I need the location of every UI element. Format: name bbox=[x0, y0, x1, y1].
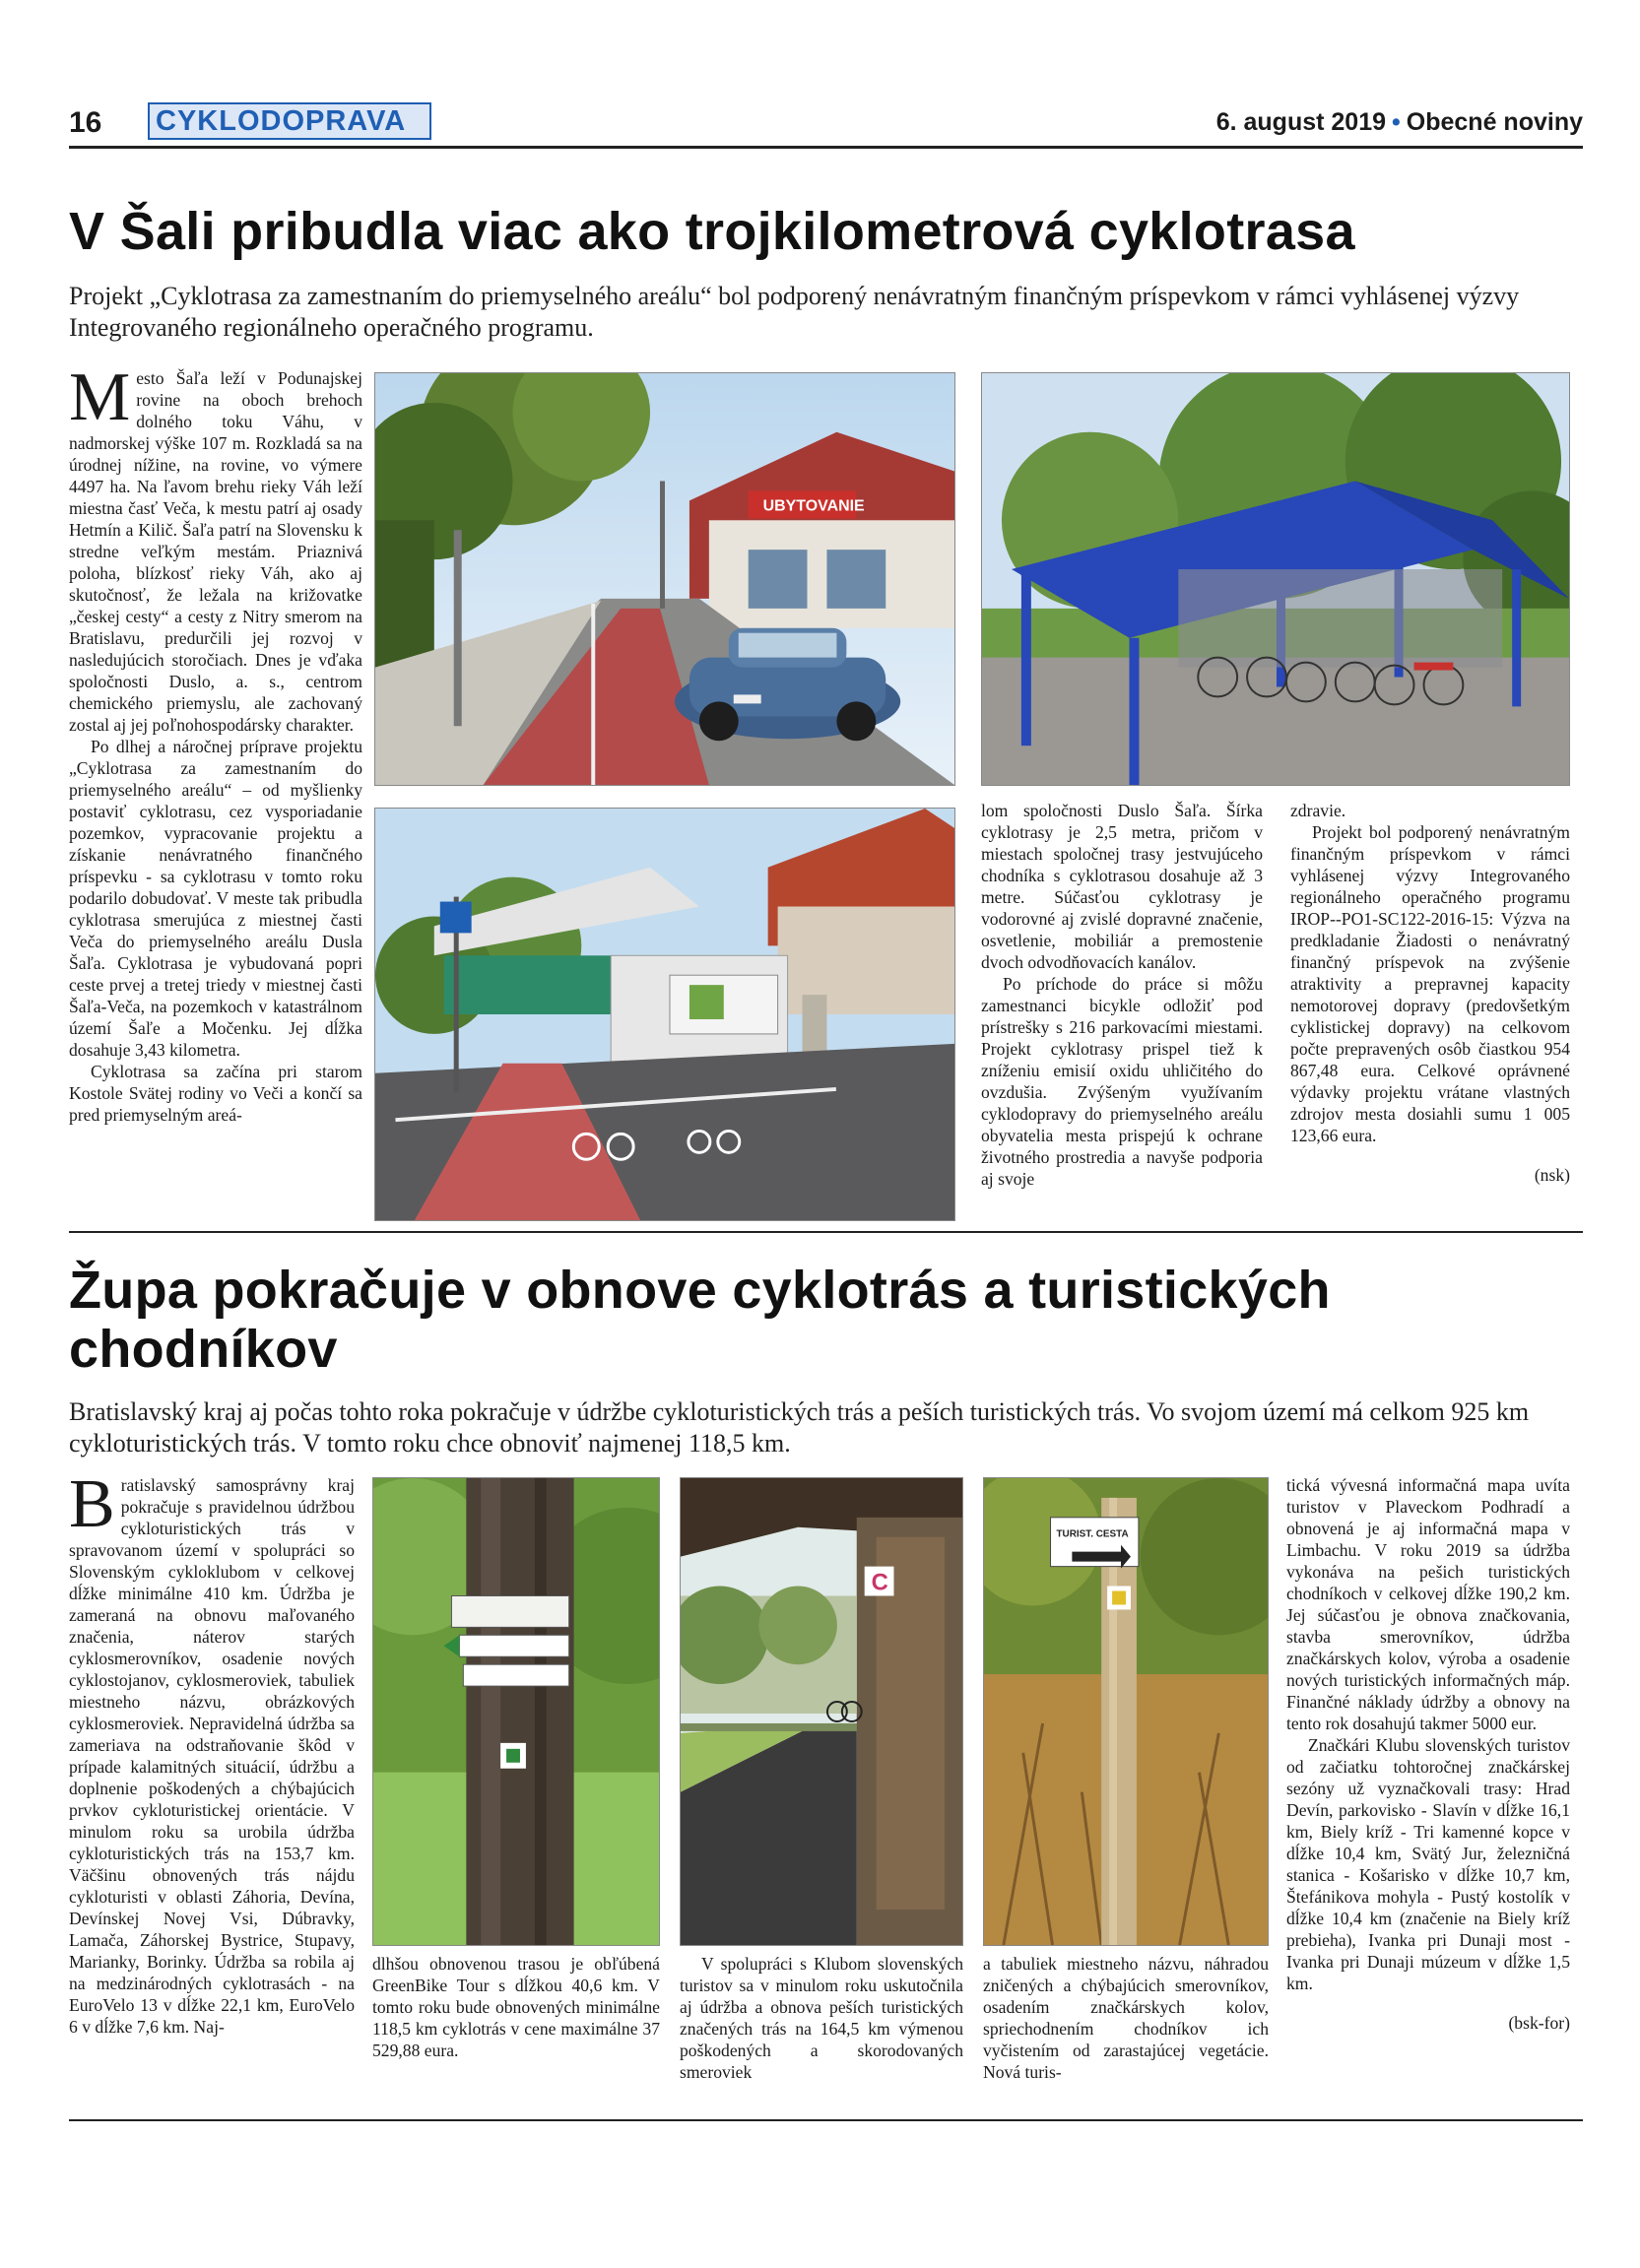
article1-signature: (nsk) bbox=[1534, 1165, 1570, 1185]
article1-paragraph: Mesto Šaľa leží v Podunajskej rovine na oboch brehoch dolného toku Váhu, v nadmorskej výške 107 m. Rozkladá sa na úrodnej nížine, na rovine, vo výmere 4497 ha. Na ľavom brehu rieky Váh leží miestna časť Veča, k mestu patrí aj osady Hetmín a Kilič. Šaľa patrí na Slovensku k stredne veľkým mestám. Priaznivá poloha, blízkosť rieky Váh, ako aj skutočnosť, že ležala na križovatke „českej cesty“ a cesty z Nitry smerom na Bratislavu, predurčili jej rozvoj v nasledujúcich storočiach. Dnes je vďaka spoločnosti Duslo, a. s., centrom chemického priemyslu, ale zachovaný zostal aj jej poľnohospodársky charakter. bbox=[69, 359, 362, 735]
article2-headline-line1: Župa pokračuje v obnove cyklotrás a turistických bbox=[69, 1261, 1331, 1320]
article1-paragraph: Cyklotrasa sa začína pri starom Kostole Svätej rodiny vo Veči a končí sa pred priemyselným areá- bbox=[69, 1062, 362, 1125]
article1-column-4 bbox=[1290, 800, 1570, 1186]
article2-dropcap: B bbox=[69, 1466, 115, 1542]
article1-paragraph: Po príchode do práce si môžu zamestnanci bicykle odložiť pod prístrešky s 216 parkovacími miestami. Projekt cyklotrasy prispel tiež k zníženiu emisií oxidu uhličitého do ovzdušia. Zvýšeným využívaním cyklodopravy do priemyselného areálu obyvatelia mesta prispejú k ochrane životného prostredia a navyše podporia aj svoje bbox=[981, 974, 1263, 1189]
article1-headline: V Šali pribudla viac ako trojkilometrová cyklotrasa bbox=[69, 202, 1355, 261]
photo-sign-text: UBYTOVANIE bbox=[762, 497, 865, 515]
section-label: CYKLODOPRAVA bbox=[148, 102, 431, 140]
article2-paragraph: a tabuliek miestneho názvu, náhradou zničených a chýbajúcich smerovníkov, osadením značkárskych kolov, spriechodnením chodníkov ich vyčistením od zarastajúcej vegetácie. Nová turis- bbox=[983, 1954, 1269, 2082]
article-divider bbox=[69, 1231, 1583, 1233]
article2-column-3 bbox=[680, 1953, 963, 2083]
article2-paragraph: V spolupráci s Klubom slovenských turistov sa v minulom roku uskutočnila aj údržba a obnova peších turistických značených trás na 164,5 km výmenou poškodených a skorodovaných smeroviek bbox=[680, 1954, 963, 2082]
article2-lead: Bratislavský kraj aj počas tohto roka pokračuje v údržbe cykloturistických trás a peších turistických trás. Vo svojom území má celkom 925 km cykloturistických trás. V tomto roku chce obnoviť najmenej 118,5 km. bbox=[69, 1397, 1530, 1458]
photo-tree-trail-signs bbox=[372, 1477, 660, 1946]
article2-column-5 bbox=[1286, 1474, 1570, 2034]
publication-name: Obecné noviny bbox=[1406, 108, 1583, 136]
article2-paragraph: tická vývesná informačná mapa uvíta turistov v Plaveckom Podhradí a obnovená je aj informačná mapa v Limbachu. V roku 2019 sa údržba vykonáva na pešich turistických chodníkoch v celkovej dĺžke 190,2 km. Jej súčasťou je obnova značkovania, stavba smerovníkov, údržba značkárskych kolov, výroba a osadenie nových turistických informačných máp. Finančné náklady údržby a obnovy na tento rok dosahujú takmer 5000 eur. bbox=[1286, 1475, 1570, 1733]
article2-paragraph: dlhšou obnovenou trasou je obľúbená GreenBike Tour s dĺžkou 40,6 km. V tomto roku bude obnovených minimálne 118,5 km cyklotrás v cene maximálne 37 529,88 eura. bbox=[372, 1954, 660, 2060]
article1-column-1 bbox=[69, 359, 362, 1126]
article2-headline-line2: chodníkov bbox=[69, 1320, 338, 1379]
article2-signature: (bsk-for) bbox=[1508, 2013, 1570, 2033]
article1-paragraph: Projekt bol podporený nenávratným finančným príspevkom v rámci vyhlásenej výzvy Integrovaného regionálneho operačného programu IROP--PO1-SC122-2016-15: Výzva na predkladanie Žiadosti o nenávratný finančný príspevok na zvýšenie atraktivity a prepravnej kapacity nemotorovej dopravy (predovšetkým cyklistickej dopravy) na celkovom počte prepravených osôb čiastkou 954 867,48 eura. Celkové oprávnené výdavky projektu vrátane vlastných zdrojov mesta dosiahli sumu 1 005 123,66 eura. bbox=[1290, 822, 1570, 1145]
photo-trail-shelter bbox=[680, 1477, 963, 1946]
article2-paragraph: Značkári Klubu slovenských turistov od začiatku tohtoročnej značkárskej sezóny už vyznačkovali trasy: Hrad Devín, parkovisko - Slavín v dĺžke 16,1 km, Biely kríž - Tri kamenné kopce v dĺžke 10,4 km, Svätý Jur, železničná stanica - Košarisko v dĺžke 10,7 km, Štefánikova mohyla - Pustý kostolík v dĺžke 10,4 km (značenie na Biely kríž prebieha), Ivanka pri Dunaji most - Ivanka pri Dunaji múzeum v dĺžke 1,5 km. bbox=[1286, 1735, 1570, 1993]
article2-column-2 bbox=[372, 1953, 660, 2061]
photo-sign-text: TURIST. CESTA bbox=[1056, 1528, 1129, 1540]
article2-column-1 bbox=[69, 1466, 355, 2038]
article1-lead: Projekt „Cyklotrasa za zamestnaním do priemyselného areálu“ bol podporený nenávratným finančným príspevkom v rámci vyhlásenej výzvy Integrovaného regionálneho operačného programu. bbox=[69, 282, 1520, 342]
header-rule bbox=[69, 146, 1583, 149]
issue-date: 6. august 2019 bbox=[1215, 108, 1387, 136]
photo-cycle-path-intersection bbox=[374, 808, 955, 1221]
issue-line bbox=[1216, 108, 1583, 137]
photo-bicycle-shelter bbox=[981, 372, 1570, 786]
separator-dot-icon: • bbox=[1392, 108, 1401, 136]
article1-paragraph: Po dlhej a náročnej príprave projektu „Cyklotrasa za zamestnaním do priemyselného areálu“ – od myšlienky postaviť cyklotrasu, cez vysporiadanie pozemkov, vypracovanie projektu a získanie nenávratného finančného príspevku - sa cyklotrasu v tomto roku podarilo dobudovať. V meste tak pribudla cyklotrasa smerujúca z miestnej časti Veča do priemyselného areálu Dusla Šaľa. Cyklotrasa je vybudovaná popri ceste prvej a tretej triedy v miestnej časti Šaľa-Veča, na pozemkoch v katastrálnom území Šaľe a Močenku. Jej dĺžka dosahuje 3,43 kilometra. bbox=[69, 737, 362, 1060]
page-number: 16 bbox=[69, 106, 102, 139]
article2-paragraph: Bratislavský samosprávny kraj pokračuje s pravidelnou údržbou cykloturistických trás v spravovanom území v spolupráci so Slovenským cykloklubom v celkovej dĺžke minimálne 410 km. Údržba je zameraná na obnovu maľovaného značenia, náterov starých cyklosmerovníkov, osadenie nových cyklostojanov, cyklosmeroviek, tabuliek miestneho názvu, obrázkových cyklosmeroviek. Nepravidelná údržba sa zameriava na odstraňovanie škôd v prípade kalamitných situácií, údržbu a doplnenie poškodených a chýbajúcich prvkov cykloturistickej orientácie. V minulom roku sa urobila údržba cykloturistických trás na 153,7 km. Väčšinu obnovených trás nájdu cykloturisti v oblasti Záhoria, Devína, Devínskej Novej Vsi, Dúbravky, Lamača, Záhorskej Bystrice, Stupavy, Marianky, Borinky. Údržba sa robila aj na medzinárodných cyklotrasách - na EuroVelo 13 v dĺžke 22,1 km, EuroVelo 6 v dĺžke 7,6 km. Naj- bbox=[69, 1466, 355, 2037]
bottom-rule bbox=[69, 2119, 1583, 2121]
article1-column-3 bbox=[981, 800, 1263, 1190]
article1-paragraph: lom spoločnosti Duslo Šaľa. Šírka cyklotrasy je 2,5 metra, pričom v miestach spoločnej trasy jestvujúceho chodníka s cyklotrasou dosahuje až 3 metre. Súčasťou cyklotrasy je vodorovné aj zvislé dopravné značenie, osvetlenie, mobiliár a premostenie dvoch odvodňovacích kanálov. bbox=[981, 801, 1263, 972]
article2-headline bbox=[69, 1261, 1566, 1379]
photo-signpost-field bbox=[983, 1477, 1269, 1946]
photo-street-cycle-lane bbox=[374, 372, 955, 786]
article1-paragraph: zdravie. bbox=[1290, 801, 1346, 820]
photo-sign-letter: C bbox=[871, 1569, 888, 1596]
article1-dropcap: M bbox=[69, 359, 131, 435]
article2-column-4 bbox=[983, 1953, 1269, 2083]
